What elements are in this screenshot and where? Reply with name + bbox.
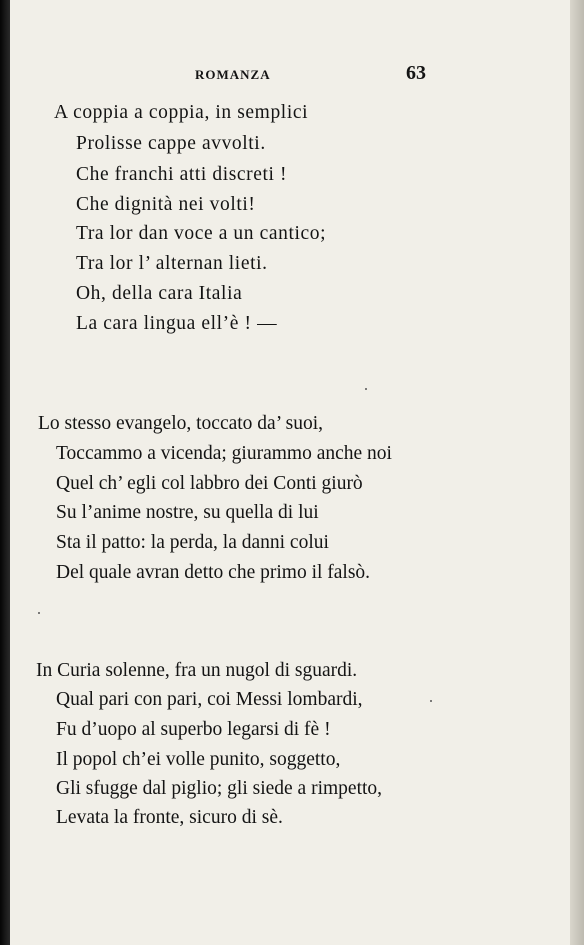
- verse-line: Che dignità nei volti!: [76, 194, 256, 215]
- paper-speck: [38, 612, 40, 614]
- page-number: 63: [406, 62, 426, 84]
- verse-line: Sta il patto: la perda, la danni colui: [56, 532, 329, 553]
- paper-speck: [430, 700, 432, 702]
- verse-line: Che franchi atti discreti !: [76, 164, 288, 185]
- verse-line: Toccammo a vicenda; giurammo anche noi: [56, 443, 392, 464]
- verse-line: Del quale avran detto che primo il falsò.: [56, 562, 371, 583]
- book-spine-shadow: [0, 0, 10, 945]
- verse-line: Oh, della cara Italia: [76, 283, 243, 304]
- verse-line: Prolisse cappe avvolti.: [76, 133, 266, 154]
- page-edge: [570, 0, 584, 945]
- verse-line: Su l’anime nostre, su quella di lui: [56, 502, 319, 523]
- verse-line: Lo stesso evangelo, toccato da’ suoi,: [38, 413, 324, 434]
- verse-line: In Curia solenne, fra un nugol di sguardi.: [36, 660, 358, 681]
- book-page: [10, 0, 570, 945]
- verse-line: La cara lingua ell’è ! —: [76, 313, 278, 334]
- verse-line: A coppia a coppia, in semplici: [54, 102, 309, 123]
- page-header: [10, 60, 570, 90]
- verse-line: Gli sfugge dal piglio; gli siede a rimpetto,: [56, 778, 383, 799]
- verse-line: Quel ch’ egli col labbro dei Conti giurò: [56, 473, 363, 494]
- paper-speck: [365, 388, 367, 390]
- verse-line: Tra lor dan voce a un cantico;: [76, 223, 327, 244]
- verse-line: Tra lor l’ alternan lieti.: [76, 253, 268, 274]
- verse-line: Levata la fronte, sicuro di sè.: [56, 807, 283, 828]
- verse-line: Fu d’uopo al superbo legarsi di fè !: [56, 719, 331, 740]
- verse-line: Il popol ch’ei volle punito, soggetto,: [56, 749, 341, 770]
- running-head: ROMANZA: [195, 67, 271, 82]
- verse-line: Qual pari con pari, coi Messi lombardi,: [56, 689, 363, 710]
